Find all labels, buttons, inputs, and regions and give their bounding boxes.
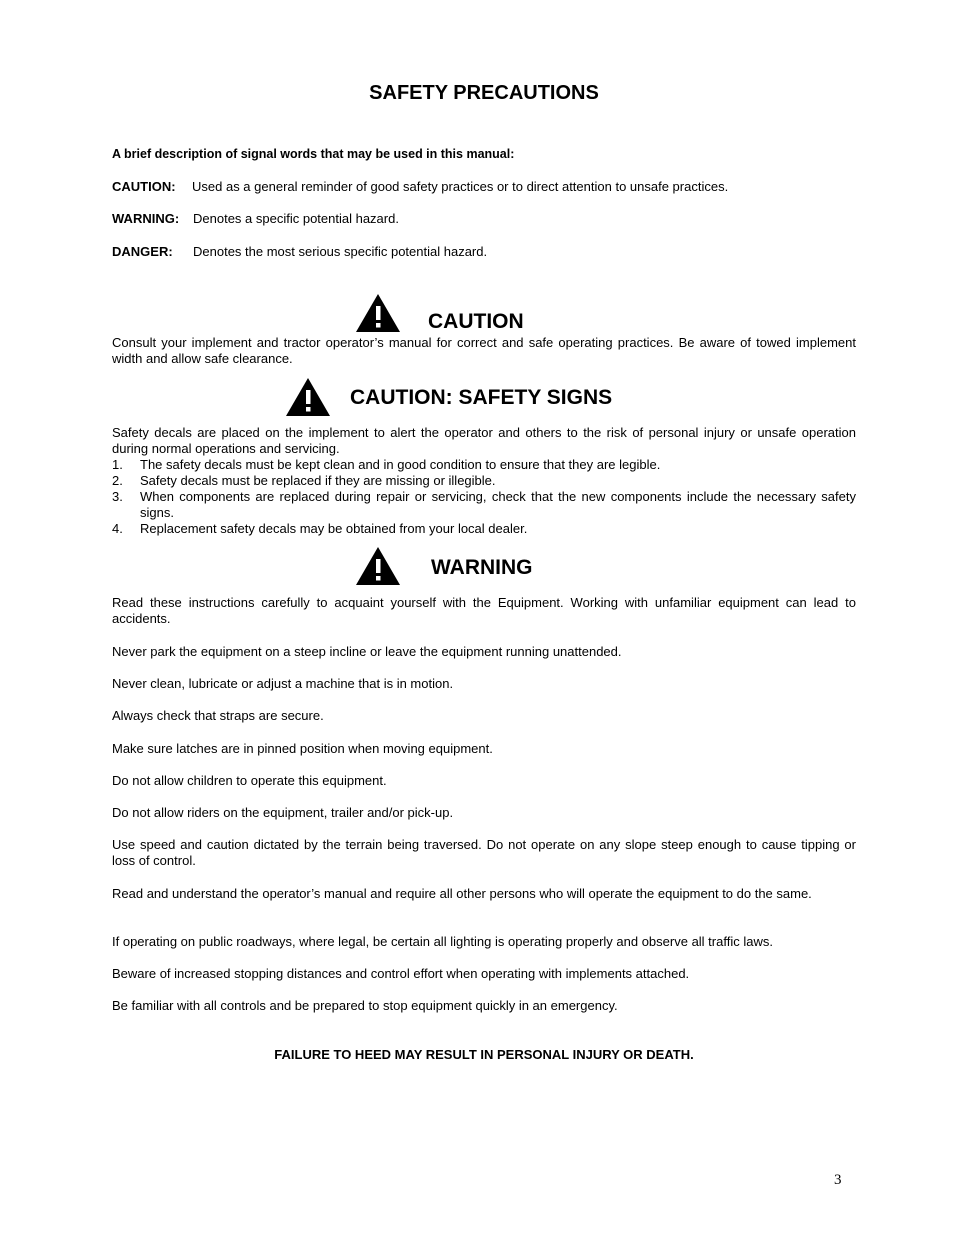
signal-word-caution bbox=[112, 179, 856, 195]
signal-term: WARNING: bbox=[112, 211, 180, 226]
list-item bbox=[112, 457, 856, 473]
signal-term: DANGER: bbox=[112, 244, 173, 259]
signal-description: Used as a general reminder of good safety practices or to direct attention to unsafe practices. bbox=[192, 179, 729, 194]
list-number: 1. bbox=[112, 457, 123, 472]
warning-heading bbox=[112, 546, 856, 586]
warning-paragraph: Beware of increased stopping distances and control effort when operating with implements attached. bbox=[112, 966, 690, 981]
warning-paragraph: Read and understand the operator’s manual and require all other persons who will operate the equipment to do the same. bbox=[112, 886, 812, 901]
safety-signs-text: Safety decals are placed on the implement to alert the operator and others to the risk of personal injury or unsafe operation during normal operations and servicing. bbox=[112, 425, 856, 456]
warning-paragraph: Be familiar with all controls and be prepared to stop equipment quickly in an emergency. bbox=[112, 998, 618, 1013]
caution-heading bbox=[112, 293, 856, 333]
warning-triangle-icon bbox=[355, 293, 401, 333]
warning-triangle-icon bbox=[355, 546, 401, 586]
list-item bbox=[112, 473, 856, 489]
page-title: SAFETY PRECAUTIONS bbox=[369, 82, 599, 104]
warning-paragraph: Never clean, lubricate or adjust a machine that is in motion. bbox=[112, 676, 454, 691]
signal-term: CAUTION: bbox=[112, 179, 176, 194]
safety-signs-heading-text: CAUTION: SAFETY SIGNS bbox=[350, 386, 613, 409]
list-number: 4. bbox=[112, 521, 123, 536]
warning-paragraph: Always check that straps are secure. bbox=[112, 708, 324, 723]
warning-heading-text: WARNING bbox=[431, 556, 533, 579]
list-number: 2. bbox=[112, 473, 123, 488]
safety-signs-list bbox=[112, 457, 856, 537]
safety-signs-heading bbox=[112, 377, 856, 417]
list-item bbox=[112, 489, 856, 521]
signal-word-warning bbox=[112, 211, 856, 227]
list-text: The safety decals must be kept clean and in good condition to ensure that they are legible. bbox=[140, 457, 661, 472]
signal-description: Denotes a specific potential hazard. bbox=[193, 211, 399, 226]
warning-paragraph: Do not allow children to operate this equipment. bbox=[112, 773, 387, 788]
warning-paragraph: Never park the equipment on a steep incline or leave the equipment running unattended. bbox=[112, 644, 622, 659]
list-text: When components are replaced during repair or servicing, check that the new components include the necessary safety signs. bbox=[140, 489, 856, 520]
warning-paragraph: Make sure latches are in pinned position when moving equipment. bbox=[112, 741, 493, 756]
final-notice: FAILURE TO HEED MAY RESULT IN PERSONAL INJURY OR DEATH. bbox=[274, 1047, 694, 1062]
list-item bbox=[112, 521, 856, 537]
caution-heading-text: CAUTION bbox=[428, 310, 524, 333]
signal-words-intro: A brief description of signal words that may be used in this manual: bbox=[112, 147, 515, 161]
list-text: Replacement safety decals may be obtained from your local dealer. bbox=[140, 521, 528, 536]
page-number: 3 bbox=[834, 1172, 842, 1188]
warning-triangle-icon bbox=[285, 377, 331, 417]
caution-text: Consult your implement and tractor operator’s manual for correct and safe operating practices. Be aware of towed implement width and allow safe clearance. bbox=[112, 335, 856, 366]
list-text: Safety decals must be replaced if they are missing or illegible. bbox=[140, 473, 496, 488]
warning-paragraph: If operating on public roadways, where legal, be certain all lighting is operating properly and observe all traffic laws. bbox=[112, 934, 773, 949]
warning-paragraph: Do not allow riders on the equipment, trailer and/or pick-up. bbox=[112, 805, 454, 820]
list-number: 3. bbox=[112, 489, 123, 504]
signal-word-danger bbox=[112, 244, 856, 260]
warning-paragraph: Use speed and caution dictated by the terrain being traversed. Do not operate on any slope steep enough to cause tipping or loss of control. bbox=[112, 837, 856, 868]
signal-description: Denotes the most serious specific potential hazard. bbox=[193, 244, 488, 259]
warning-paragraph: Read these instructions carefully to acquaint yourself with the Equipment. Working with unfamiliar equipment can lead to accidents. bbox=[112, 595, 856, 626]
